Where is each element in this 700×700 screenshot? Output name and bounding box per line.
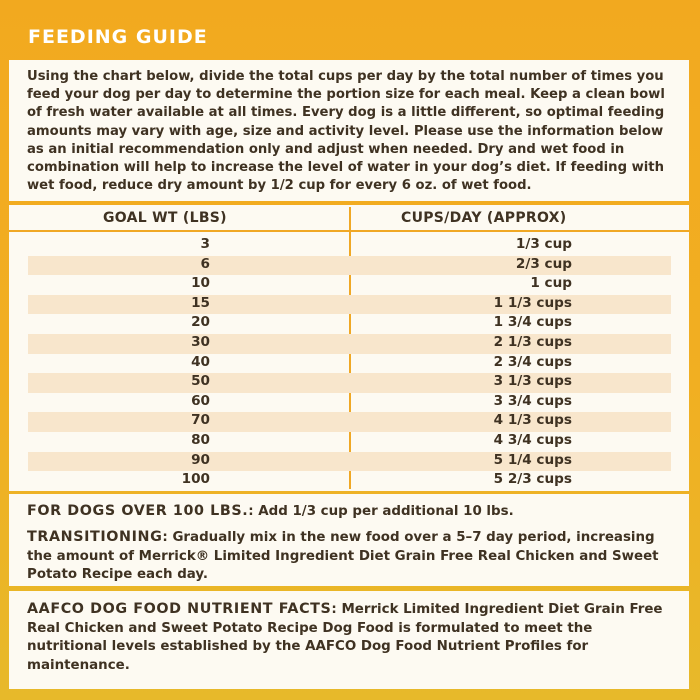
cups-day-value: 2/3 cup: [515, 255, 572, 272]
cups-day-value: 1/3 cup: [515, 236, 572, 252]
cups-day-value: 2 1/3 cups: [493, 334, 572, 350]
over-100-text: : Add 1/3 cup per additional 10 lbs.: [248, 504, 514, 519]
goal-wt-value: 20: [191, 314, 210, 331]
cups-day-value: 2 3/4 cups: [493, 353, 572, 370]
aafco-text: : Merrick Limited Ingredient Diet Grain Free Real Chicken and Sweet Potato Recipe Dog Food is formulated to meet the nutritional levels established by the AAFCO Dog Food Nutrient Profiles for maintenance.: [27, 602, 663, 673]
goal-wt-value: 6: [200, 255, 210, 272]
cups-day-value: 1 cup: [530, 275, 572, 292]
cups-day-value: 4 1/3 cups: [493, 412, 572, 429]
aafco-note: [9, 591, 689, 675]
page-title: FEEDING GUIDE: [28, 26, 208, 48]
goal-wt-value: 40: [191, 353, 210, 370]
goal-wt-value: 80: [191, 432, 210, 448]
cups-day-value: 4 3/4 cups: [493, 432, 572, 448]
cups-day-value: 1 3/4 cups: [493, 314, 572, 331]
table-row: [28, 354, 671, 374]
goal-wt-value: 50: [191, 373, 210, 390]
intro-panel: [9, 60, 689, 201]
table-row: [28, 432, 671, 452]
goal-wt-value: 60: [191, 392, 210, 409]
table-row: [28, 256, 671, 276]
goal-wt-value: 90: [191, 451, 210, 468]
table-row: [28, 373, 671, 393]
goal-wt-value: 30: [191, 334, 210, 350]
column-header-cups-day: CUPS/DAY (APPROX): [401, 210, 567, 226]
goal-wt-value: 70: [191, 412, 210, 429]
goal-wt-value: 15: [191, 294, 210, 311]
column-header-goal-wt: GOAL WT (LBS): [103, 210, 227, 226]
goal-wt-value: 10: [191, 275, 210, 292]
transitioning-label: TRANSITIONING: [27, 528, 163, 545]
cups-day-value: 3 3/4 cups: [493, 392, 572, 409]
table-row: [28, 295, 671, 315]
cups-day-value: 3 1/3 cups: [493, 373, 572, 390]
table-row: [28, 275, 671, 295]
notes-panel: [9, 494, 689, 586]
table-row: [28, 314, 671, 334]
aafco-label: AAFCO DOG FOOD NUTRIENT FACTS: [27, 601, 332, 617]
intro-text: Using the chart below, divide the total cups per day by the total number of times you feed your dog per day to determine the portion size for each meal. Keep a clean bowl of fresh water available at all times. Every dog is a little different, so optimal feeding amounts may vary with age, size and activity level. Please use the information below as an initial recommendation only and adjust when needed. Dry and wet food in combination will help to increase the level of water in your dog’s diet. If feeding with wet food, reduce dry amount by 1/2 cup for every 6 oz. of wet food.: [27, 69, 665, 194]
goal-wt-value: 3: [200, 236, 210, 252]
table-row: [28, 471, 671, 491]
table-row: [28, 452, 671, 472]
transitioning-text: : Gradually mix in the new food over a 5–7 day period, increasing the amount of Merrick® Limited Ingredient Diet Grain Free Real Chicken and Sweet Potato Recipe each day.: [27, 529, 659, 583]
over-100-note: [9, 494, 689, 522]
aafco-panel: [9, 591, 689, 689]
cups-day-value: 5 2/3 cups: [493, 471, 572, 488]
goal-wt-value: 100: [181, 471, 210, 488]
table-row: [28, 412, 671, 432]
over-100-label: FOR DOGS OVER 100 LBS.: [27, 503, 249, 519]
table-row: [28, 393, 671, 413]
transitioning-note: [9, 522, 689, 585]
table-row: [28, 236, 671, 256]
cups-day-value: 5 1/4 cups: [493, 451, 572, 468]
cups-day-value: 1 1/3 cups: [493, 294, 572, 311]
table-row: [28, 334, 671, 354]
feeding-table: [9, 205, 689, 491]
